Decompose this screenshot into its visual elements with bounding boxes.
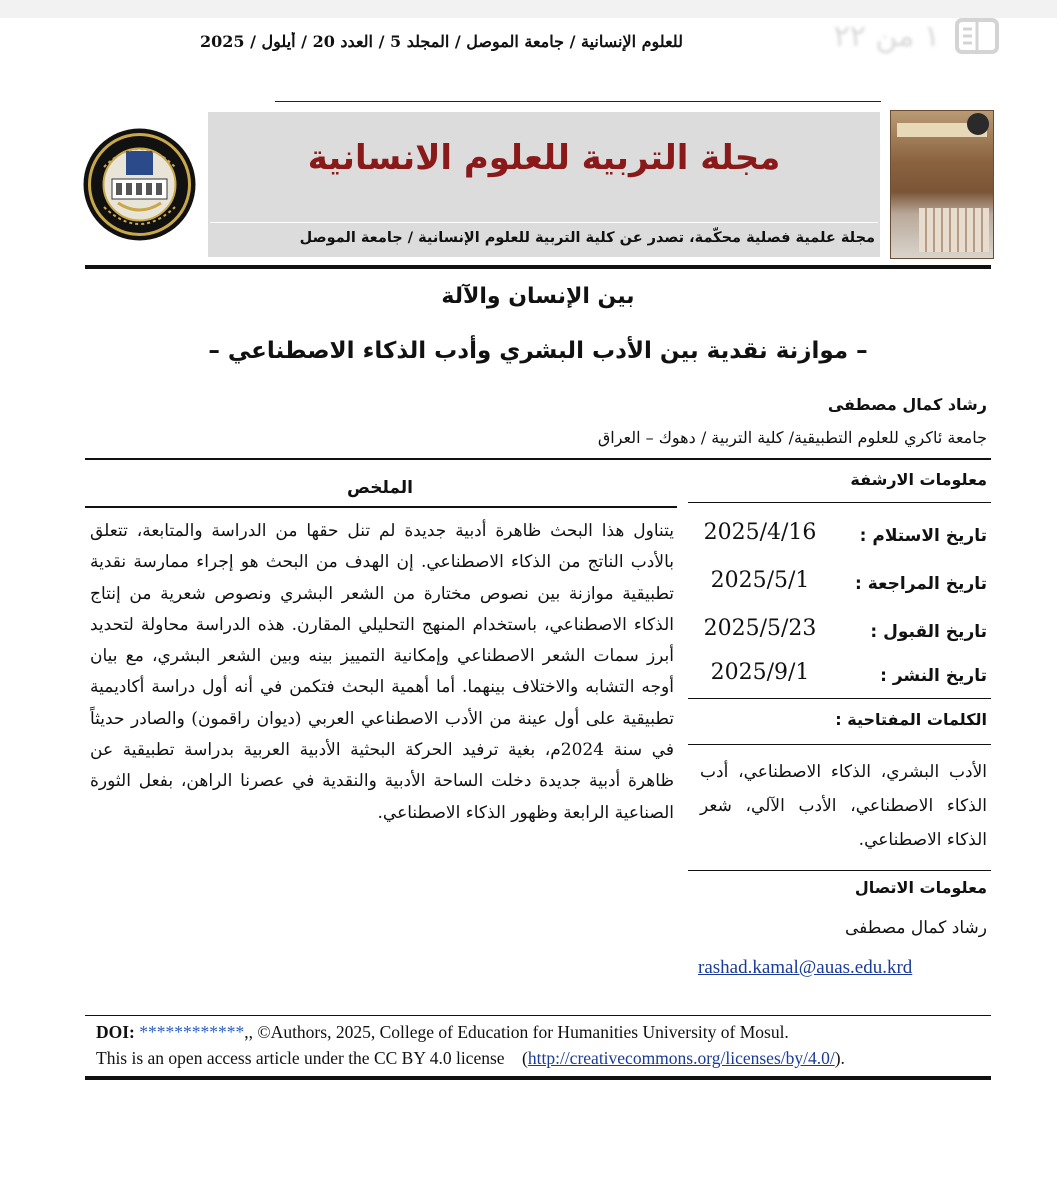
revised-label: تاريخ المراجعة : — [855, 574, 987, 594]
author-name: رشاد كمال مصطفى — [827, 395, 987, 414]
journal-subtitle: مجلة علمية فصلية محكّمة، تصدر عن كلية التربية للعلوم الإنسانية / جامعة الموصل — [299, 230, 875, 246]
accepted-date: 2025/5/23 — [703, 616, 817, 641]
keywords-rule-bottom — [688, 870, 991, 871]
copyright-text: ,, ©Authors, 2025, College of Education for Humanities University of Mosul. — [244, 1022, 789, 1042]
footer-rule — [85, 1015, 991, 1016]
viewer-page-indicator[interactable] — [730, 6, 1000, 66]
keywords-rule — [688, 744, 991, 745]
revised-date-row — [690, 566, 987, 606]
author-affiliation: جامعة ئاكري للعلوم التطبيقية/ كلية التربية / دهوك – العراق — [597, 428, 987, 447]
section-rule — [85, 458, 991, 460]
abstract-heading-rule — [85, 506, 677, 508]
masthead-rule — [85, 265, 991, 269]
abstract-body — [90, 516, 674, 829]
doi-value[interactable]: ************ — [139, 1022, 245, 1042]
page-indicator-text: ١ من ٢٢ — [833, 18, 940, 54]
running-header: للعلوم الإنسانية / جامعة الموصل / المجلد 5 / العدد 20 / أيلول / 2025 — [200, 32, 683, 51]
keywords-list: الأدب البشري، الذكاء الاصطناعي، أدب الذكاء الاصطناعي، الأدب الآلي، شعر الذكاء الاصطناعي. — [700, 762, 987, 850]
footer-rule-bottom — [85, 1076, 991, 1080]
book-reader-icon[interactable] — [954, 16, 1000, 56]
header-rule — [275, 101, 881, 102]
archive-info-heading: معلومات الارشفة — [850, 470, 987, 489]
published-date-row — [690, 658, 987, 698]
footer-doi-line — [96, 1022, 996, 1043]
contact-email-link[interactable]: rashad.kamal@auas.edu.krd — [698, 957, 913, 978]
abstract-text: يتناول هذا البحث ظاهرة أدبية جديدة لم تنل حقها من الدراسة والمتابعة، تتعلق بالأدب الناتج من الذكاء الاصطناعي. إن الهدف من البحث هو إجراء ممارسة نقدية تطبيقية موازنة بين نصوص مختارة من الشعر البشري ونصوص شعرية من إنتاج الذكاء الاصطناعي، باستخدام المنهج التحليلي المقارن. هذه الدراسة محاولة لتحديد أبرز سمات الشعر الاصطناعي وإمكانية التمييز بينه وبين الشعر البشري، مع بيان أوجه التشابه والاختلاف بينهما. أما أهمية البحث فتكمن في أنه أول دراسة أكاديمية تطبيقية على أول عينة من الأدب الاصطناعي العربي (ديوان راقمون) والصادر حديثاً في سنة 2024م، بغية ترفيد الحركة البحثية الأدبية العربية بدراسة تطبيقية عن ظاهرة أدبية جديدة دخلت الساحة الأدبية والنقدية في عصرنا الراهن، بفعل الثورة الصناعية الرابعة وظهور الذكاء الاصطناعي. — [90, 521, 674, 823]
received-date: 2025/4/16 — [703, 520, 817, 545]
university-seal-icon — [82, 127, 197, 242]
article-title: بين الإنسان والآلة — [441, 284, 635, 309]
published-label: تاريخ النشر : — [880, 666, 987, 686]
journal-title: مجلة التربية للعلوم الانسانية — [307, 138, 781, 178]
footer-license-line: This is an open access article under the CC BY 4.0 license (http://creativecommons.org/licenses/by/4.0/). — [96, 1048, 845, 1068]
contact-heading: معلومات الاتصال — [854, 878, 987, 897]
banner-divider — [210, 222, 878, 223]
license-link[interactable]: http://creativecommons.org/licenses/by/4.0/ — [527, 1048, 835, 1068]
archive-rule — [688, 502, 991, 503]
license-text: This is an open access article under the CC BY 4.0 license — [96, 1048, 505, 1068]
published-date: 2025/9/1 — [710, 660, 810, 685]
received-label: تاريخ الاستلام : — [859, 526, 987, 546]
journal-cover-thumbnail — [890, 110, 994, 259]
abstract-heading: الملخص — [347, 478, 413, 498]
accepted-date-row — [690, 614, 987, 654]
keywords-heading: الكلمات المفتاحية : — [835, 710, 987, 729]
article-subtitle: – موازنة نقدية بين الأدب البشري وأدب الذكاء الاصطناعي – — [208, 338, 868, 364]
received-date-row — [690, 518, 987, 558]
contact-name: رشاد كمال مصطفى — [844, 918, 987, 938]
revised-date: 2025/5/1 — [710, 568, 810, 593]
keywords-rule-top — [688, 698, 991, 699]
accepted-label: تاريخ القبول : — [870, 622, 987, 642]
doi-label: DOI: — [96, 1022, 135, 1042]
